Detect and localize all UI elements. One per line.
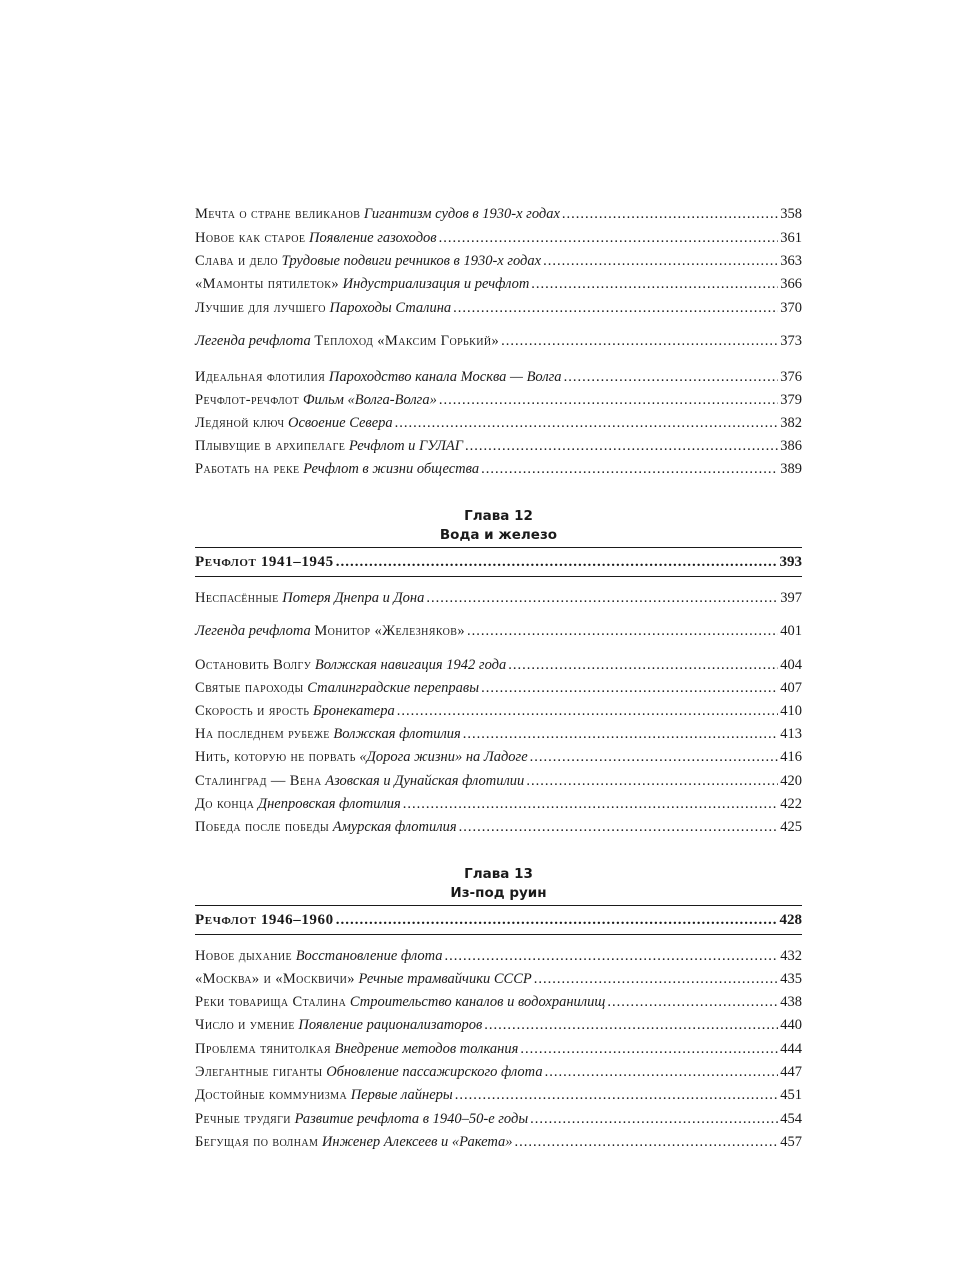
entry-title: «Мамонты пятилеток» bbox=[195, 276, 339, 292]
page-number: 379 bbox=[780, 392, 802, 408]
dot-leader bbox=[562, 203, 778, 225]
page-number: 401 bbox=[780, 623, 802, 639]
entry-title: До конца bbox=[195, 796, 255, 812]
page-number: 393 bbox=[779, 554, 802, 570]
entry-title: Лучшие для лучшего bbox=[195, 300, 326, 316]
part-title: Речфлот 1941–1945 bbox=[195, 554, 334, 570]
toc-entry[interactable] bbox=[195, 250, 802, 272]
entry-subtitle: Освоение Севера bbox=[288, 415, 393, 431]
entry-subtitle: Пароходы Сталина bbox=[329, 300, 452, 316]
entry-subtitle: Внедрение методов толкания bbox=[334, 1041, 519, 1057]
entry-subtitle: Гигантизм судов в 1930-х годах bbox=[363, 206, 560, 222]
page-number: 382 bbox=[780, 415, 802, 431]
page-number: 376 bbox=[780, 369, 802, 385]
entry-title: Речфлот-речфлот bbox=[195, 392, 300, 408]
toc-part-entry[interactable] bbox=[195, 909, 802, 931]
entry-title: Идеальная флотилия bbox=[195, 369, 326, 385]
page-number: 435 bbox=[780, 971, 802, 987]
dot-leader bbox=[439, 227, 779, 249]
entry-subtitle: Развитие речфлота в 1940–50-е годы bbox=[294, 1111, 529, 1127]
divider bbox=[195, 576, 802, 577]
entry-title: Победа после победы bbox=[195, 819, 330, 835]
page-number: 432 bbox=[780, 948, 802, 964]
entry-title: Слава и дело bbox=[195, 253, 279, 269]
page-number: 413 bbox=[780, 726, 802, 742]
entry-title: Плывущие в архипелаге bbox=[195, 438, 346, 454]
page-number: 363 bbox=[780, 253, 802, 269]
entry-subtitle: Сталинградские переправы bbox=[307, 680, 480, 696]
toc-entry[interactable] bbox=[195, 366, 802, 388]
dot-leader bbox=[453, 297, 778, 319]
entry-title: Новое как старое bbox=[195, 230, 306, 246]
page-number: 397 bbox=[780, 590, 802, 606]
entry-subtitle: Пароходство канала Москва — Волга bbox=[328, 369, 562, 385]
entry-subtitle: Обновление пассажирского флота bbox=[326, 1064, 543, 1080]
entry-subtitle: Появление рационализаторов bbox=[298, 1017, 483, 1033]
dot-leader bbox=[403, 793, 778, 815]
entry-title: Скорость и ярость bbox=[195, 703, 310, 719]
entry-subtitle: Появление газоходов bbox=[309, 230, 437, 246]
entry-title: Мечта о стране великанов bbox=[195, 206, 361, 222]
entry-title: На последнем рубеже bbox=[195, 726, 330, 742]
entry-title: Сталинград — Вена bbox=[195, 773, 322, 789]
entry-subtitle: Речфлот в жизни общества bbox=[303, 461, 480, 477]
dot-leader bbox=[481, 677, 778, 699]
toc-entry[interactable] bbox=[195, 770, 802, 792]
toc-entry[interactable] bbox=[195, 227, 802, 249]
entry-subtitle: Первые лайнеры bbox=[350, 1087, 453, 1103]
toc-entry[interactable] bbox=[195, 297, 802, 319]
toc-entry[interactable] bbox=[195, 1084, 802, 1106]
chapter-title: Вода и железо bbox=[439, 527, 558, 543]
page-number: 425 bbox=[780, 819, 802, 835]
entry-title: Неспасённые bbox=[195, 590, 279, 606]
entry-subtitle: Речфлот и ГУЛАГ bbox=[348, 438, 464, 454]
toc-entry[interactable] bbox=[195, 1131, 802, 1153]
page-number: 389 bbox=[780, 461, 802, 477]
divider bbox=[195, 905, 802, 906]
toc-entry[interactable] bbox=[195, 389, 802, 411]
dot-leader bbox=[395, 412, 779, 434]
dot-leader bbox=[455, 1084, 779, 1106]
page-number: 370 bbox=[780, 300, 802, 316]
entry-subtitle: Индустриализация и речфлот bbox=[342, 276, 530, 292]
page-number: 404 bbox=[780, 657, 802, 673]
entry-subtitle: Потеря Днепра и Дона bbox=[282, 590, 425, 606]
page-number: 457 bbox=[780, 1134, 802, 1150]
entry-title: Святые пароходы bbox=[195, 680, 304, 696]
dot-leader bbox=[531, 273, 778, 295]
page-number: 454 bbox=[780, 1111, 802, 1127]
dot-leader bbox=[545, 1061, 779, 1083]
toc-entry[interactable] bbox=[195, 412, 802, 434]
toc-entry[interactable] bbox=[195, 203, 802, 225]
entry-title: Реки товарища Сталина bbox=[195, 994, 347, 1010]
divider bbox=[195, 547, 802, 548]
dot-leader bbox=[465, 435, 778, 457]
dot-leader bbox=[445, 945, 779, 967]
dot-leader bbox=[336, 909, 778, 931]
dot-leader bbox=[467, 620, 778, 642]
entry-title: Проблема тянитолкая bbox=[195, 1041, 331, 1057]
toc-entry[interactable] bbox=[195, 654, 802, 676]
page-number: 420 bbox=[780, 773, 802, 789]
toc-entry[interactable] bbox=[195, 1038, 802, 1060]
entry-subtitle: Легенда речфлота bbox=[195, 623, 311, 639]
entry-title: Элегантные гиганты bbox=[195, 1064, 323, 1080]
toc-part-entry[interactable] bbox=[195, 551, 802, 573]
chapter-title: Из-под руин bbox=[450, 885, 547, 901]
entry-subtitle: Азовская и Дунайская флотилии bbox=[325, 773, 525, 789]
dot-leader bbox=[439, 389, 778, 411]
entry-subtitle: Амурская флотилия bbox=[332, 819, 457, 835]
dot-leader bbox=[336, 551, 778, 573]
toc-entry[interactable] bbox=[195, 273, 802, 295]
page-number: 444 bbox=[780, 1041, 802, 1057]
page-number: 416 bbox=[780, 749, 802, 765]
toc-legend-entry[interactable] bbox=[195, 330, 802, 352]
page-number: 366 bbox=[780, 276, 802, 292]
toc-entry[interactable] bbox=[195, 723, 802, 745]
entry-title: Ледяной ключ bbox=[195, 415, 285, 431]
page-number: 438 bbox=[780, 994, 802, 1010]
toc-entry[interactable] bbox=[195, 991, 802, 1013]
entry-subtitle: Фильм «Волга-Волга» bbox=[302, 392, 437, 408]
page-number: 407 bbox=[780, 680, 802, 696]
toc-entry[interactable] bbox=[195, 587, 802, 609]
page-number: 386 bbox=[780, 438, 802, 454]
entry-subtitle: Восстановление флота bbox=[295, 948, 443, 964]
part-title: Речфлот 1946–1960 bbox=[195, 912, 334, 928]
entry-title: Речные трудяги bbox=[195, 1111, 291, 1127]
dot-leader bbox=[607, 991, 778, 1013]
page-number: 373 bbox=[780, 333, 802, 349]
entry-title: Новое дыхание bbox=[195, 948, 293, 964]
page-number: 410 bbox=[780, 703, 802, 719]
entry-subtitle: Инженер Алексеев и «Ракета» bbox=[321, 1134, 513, 1150]
toc-entry[interactable] bbox=[195, 816, 802, 838]
entry-subtitle: Речные трамвайчики СССР bbox=[358, 971, 532, 987]
dot-leader bbox=[508, 654, 778, 676]
toc-entry[interactable] bbox=[195, 458, 802, 480]
dot-leader bbox=[526, 770, 778, 792]
entry-subtitle: Днепровская флотилия bbox=[257, 796, 401, 812]
entry-title: Монитор «Железняков» bbox=[314, 623, 466, 639]
entry-subtitle: Волжская навигация 1942 года bbox=[314, 657, 507, 673]
toc-entry[interactable] bbox=[195, 1014, 802, 1036]
toc-entry[interactable] bbox=[195, 435, 802, 457]
page-number: 422 bbox=[780, 796, 802, 812]
dot-leader bbox=[397, 700, 779, 722]
page-number: 428 bbox=[779, 912, 802, 928]
entry-subtitle: Строительство каналов и водохранилищ bbox=[349, 994, 606, 1010]
toc-entry[interactable] bbox=[195, 1061, 802, 1083]
page-number: 440 bbox=[780, 1017, 802, 1033]
entry-title: Достойные коммунизма bbox=[195, 1087, 348, 1103]
entry-subtitle: Волжская флотилия bbox=[333, 726, 461, 742]
dot-leader bbox=[530, 1108, 778, 1130]
entry-subtitle: Бронекатера bbox=[312, 703, 395, 719]
dot-leader bbox=[564, 366, 779, 388]
dot-leader bbox=[501, 330, 778, 352]
toc-entry[interactable] bbox=[195, 1108, 802, 1130]
toc-entry[interactable] bbox=[195, 968, 802, 990]
page-number: 361 bbox=[780, 230, 802, 246]
toc-entry[interactable] bbox=[195, 700, 802, 722]
page-number: 358 bbox=[780, 206, 802, 222]
dot-leader bbox=[459, 816, 779, 838]
toc-entry[interactable] bbox=[195, 793, 802, 815]
dot-leader bbox=[530, 746, 779, 768]
dot-leader bbox=[520, 1038, 778, 1060]
divider bbox=[195, 934, 802, 935]
dot-leader bbox=[515, 1131, 779, 1153]
toc-entry[interactable] bbox=[195, 677, 802, 699]
toc-entry[interactable] bbox=[195, 945, 802, 967]
chapter-number: Глава 13 bbox=[464, 866, 533, 882]
entry-subtitle: Трудовые подвиги речников в 1930-х годах bbox=[281, 253, 542, 269]
entry-title: Теплоход «Максим Горький» bbox=[314, 333, 500, 349]
page-number: 447 bbox=[780, 1064, 802, 1080]
entry-title: «Москва» и «Москвичи» bbox=[195, 971, 355, 987]
dot-leader bbox=[463, 723, 778, 745]
toc-entry[interactable] bbox=[195, 746, 802, 768]
dot-leader bbox=[543, 250, 778, 272]
chapter-number: Глава 12 bbox=[464, 508, 533, 524]
toc-legend-entry[interactable] bbox=[195, 620, 802, 642]
dot-leader bbox=[426, 587, 778, 609]
dot-leader bbox=[484, 1014, 778, 1036]
page-number: 451 bbox=[780, 1087, 802, 1103]
dot-leader bbox=[481, 458, 778, 480]
entry-subtitle: «Дорога жизни» на Ладоге bbox=[359, 749, 528, 765]
entry-title: Работать на реке bbox=[195, 461, 300, 477]
dot-leader bbox=[534, 968, 779, 990]
entry-title: Бегущая по волнам bbox=[195, 1134, 319, 1150]
entry-title: Остановить Волгу bbox=[195, 657, 312, 673]
entry-title: Число и умение bbox=[195, 1017, 295, 1033]
entry-subtitle: Легенда речфлота bbox=[195, 333, 311, 349]
entry-title: Нить, которую не порвать bbox=[195, 749, 356, 765]
